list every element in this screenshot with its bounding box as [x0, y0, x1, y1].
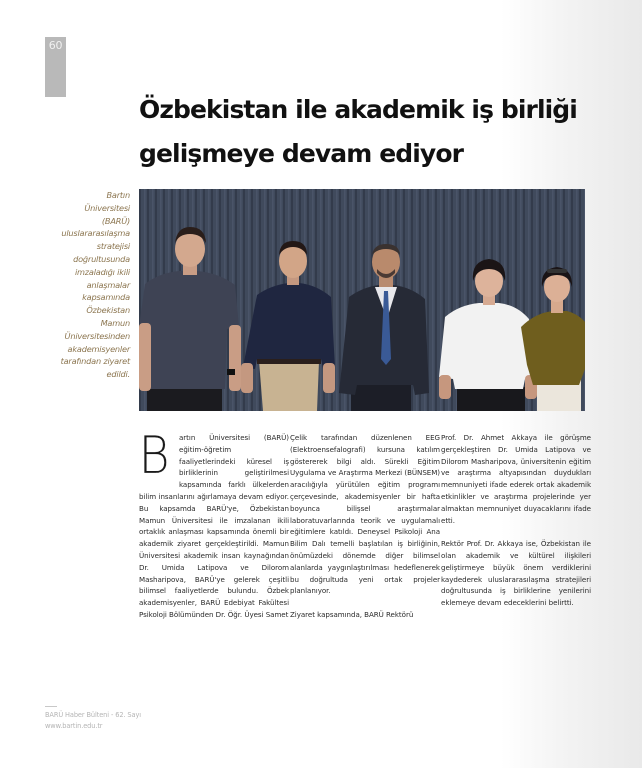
caption-line: edildi.: [106, 369, 130, 380]
caption-line: Üniversitesi: [84, 202, 130, 213]
group-photo: [139, 189, 585, 411]
article-column-3: [441, 432, 591, 621]
caption-line: (BARÜ): [101, 215, 130, 226]
article-paragraph: Rektör Prof. Dr. Akkaya ise, Özbekistan ile olan akademik ve kültürel ilişkileri geliştirmeye büyük önem verdiklerini kaydederek uluslararasılaşma stratejileri doğrultusunda iş birliklerine yenilerini eklemeye devam edeceklerini belirtti.: [441, 539, 591, 608]
caption-line: tarafından ziyaret: [60, 356, 130, 367]
caption-line: imzaladığı ikili: [74, 266, 130, 277]
caption-line: anlaşmalar: [86, 279, 130, 290]
caption-line: Özbekistan: [86, 305, 130, 316]
caption-line: uluslararasılaşma: [61, 228, 130, 239]
title-line: Özbekistan ile akademik iş birliği: [139, 95, 577, 124]
article-paragraph: Ziyaret kapsamında, BARÜ Rektörü: [290, 609, 414, 619]
footer-publication: BARÜ Haber Bülteni - 62. Sayı: [45, 711, 141, 719]
caption-line: kapsamında: [82, 292, 130, 303]
drop-cap: B: [138, 426, 170, 486]
caption-line: akademisyenler: [67, 343, 130, 354]
caption-line: stratejisi: [96, 241, 130, 252]
caption-line: Üniversitesinden: [64, 330, 130, 341]
footer-divider: [45, 706, 57, 707]
page-number: 60: [48, 39, 63, 52]
article-column-1: [138, 426, 289, 633]
article-paragraph: Prof. Dr. Ahmet Akkaya ile görüşme gerçekleştiren Dr. Umida Latipova ve Dilorom Masharipova, üniversitenin eğitim ve araştırma altyapısından duydukları memnuniyeti ifade ederek ortak akademik etkinlikler ve araştırma projelerinde yer almaktan memnuniyet duyacaklarını ifade etti.: [441, 433, 591, 525]
page-number-box: [45, 37, 66, 97]
photo-caption: [56, 189, 130, 381]
caption-line: Mamun: [100, 317, 130, 328]
title-line: gelişmeye devam ediyor: [139, 139, 464, 168]
article-column-2: [290, 432, 440, 633]
caption-line: Bartın: [106, 190, 130, 200]
article-paragraph: artın Üniversitesi (BARÜ) eğitim-öğretim faaliyetlerindeki küresel iş birliklerinin geliştirilmesi kapsamında farklı ülkelerden bilim insanlarını ağırlamaya devam ediyor. Bu kapsamda BARÜ'ye, Özbekistan Mamun Üniversitesi ile imzalanan ikili ortaklık anlaşması kapsamında önemli bir akademik ziyaret gerçekleştirildi. Mamun Üniversitesi akademik insan kaynağından Dr. Umida Latipova ve Dilorom Masharipova, BARÜ'ye gelerek çeşitli bilimsel faaliyetlerde bulundu. Özbek akademisyenler, BARÜ Edebiyat Fakültesi Psikoloji Bölümünden Dr. Öğr. Üyesi Samet: [139, 433, 289, 619]
caption-line: doğrultusunda: [73, 253, 130, 264]
article-paragraph: Çelik tarafından düzenlenen EEG (Elektroensefalografi) kursuna katılım göstererek bilgi aldı. Sürekli Eğitim Uygulama ve Araştırma Merkezi (BÜNSEM) aracılığıyla yürütülen eğitim programı çerçevesinde, akademisyenler bir hafta boyunca bilişsel araştırmalar laboratuvarlarında teorik ve uygulamalı eğitimlere katıldı. Deneysel Psikoloji Ana Bilim Dalı temelli başlatılan iş birliğinin, önümüzdeki dönemde diğer bilimsel alanlarda yaygınlaştırılması hedeflenerek bu doğrultuda yeni ortak projeler planlanıyor.: [290, 433, 440, 596]
footer-website-link[interactable]: www.bartin.edu.tr: [45, 722, 103, 730]
article-title: [139, 88, 599, 176]
